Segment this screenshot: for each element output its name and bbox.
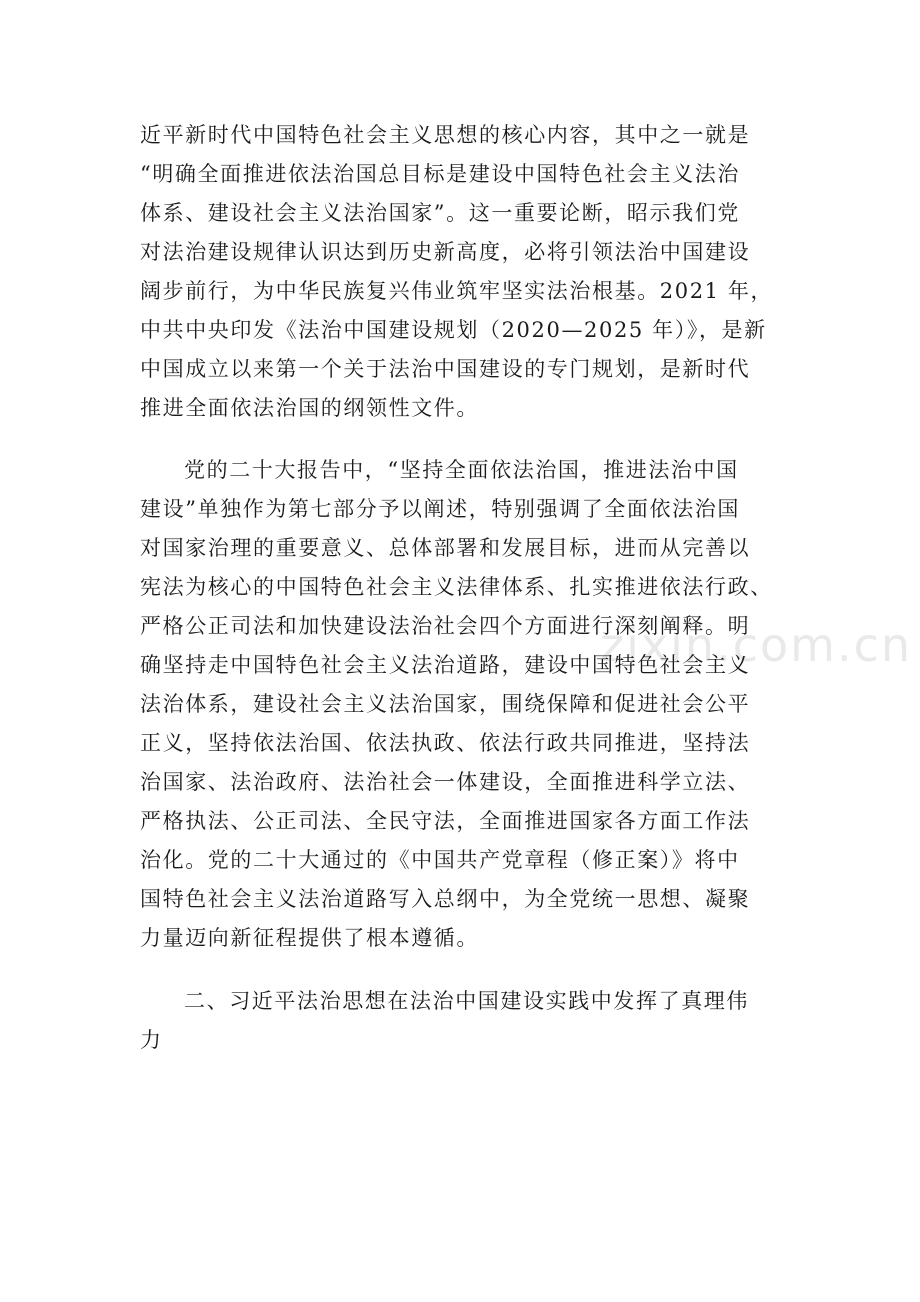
text-line: 力量迈向新征程提供了根本遵循。 [140, 926, 479, 950]
text-line: 中共中央印发《法治中国建设规划（2020—2025 年）》，是新 [140, 318, 767, 342]
document-body [140, 116, 785, 1060]
text-line: 确坚持走中国特色社会主义法治道路，建设中国特色社会主义 [140, 653, 751, 677]
watermark: zixin.com.cn [600, 618, 913, 672]
text-line: “明确全面推进依法治国总目标是建设中国特色社会主义法治 [140, 162, 740, 186]
text-line: 近平新时代中国特色社会主义思想的核心内容，其中之一就是 [140, 123, 751, 147]
text-line: 治国家、法治政府、法治社会一体建设，全面推进科学立法、 [140, 770, 751, 794]
text-line: 治化。党的二十大通过的《中国共产党章程（修正案）》将中 [140, 848, 740, 872]
text-line: 阔步前行，为中华民族复兴伟业筑牢坚实法治根基。2021 年， [140, 279, 774, 303]
text-line: 中国成立以来第一个关于法治中国建设的专门规划，是新时代 [140, 357, 751, 381]
section-heading [140, 982, 785, 1060]
paragraph-2 [140, 451, 785, 958]
text-line: 严格执法、公正司法、全民守法，全面推进国家各方面工作法 [140, 809, 751, 833]
text-line: 对国家治理的重要意义、总体部署和发展目标，进而从完善以 [140, 536, 751, 560]
text-line: 法治体系，建设社会主义法治国家，围绕保障和促进社会公平 [140, 692, 751, 716]
text-line: 建设”单独作为第七部分予以阐述，特别强调了全面依法治国 [140, 497, 740, 521]
heading-line: 二、习近平法治思想在法治中国建设实践中发挥了真理伟 [184, 989, 749, 1013]
text-line: 党的二十大报告中，“坚持全面依法治国，推进法治中国 [184, 458, 739, 482]
text-line: 体系、建设社会主义法治国家”。这一重要论断，昭示我们党 [140, 201, 740, 225]
heading-line: 力 [140, 1028, 163, 1052]
text-line: 严格公正司法和加快建设法治社会四个方面进行深刻阐释。明 [140, 614, 751, 638]
text-line: 对法治建设规律认识达到历史新高度，必将引领法治中国建设 [140, 240, 751, 264]
paragraph-1 [140, 116, 785, 428]
text-line: 推进全面依法治国的纲领性文件。 [140, 396, 479, 420]
text-line: 正义，坚持依法治国、依法执政、依法行政共同推进，坚持法 [140, 731, 751, 755]
text-line: 国特色社会主义法治道路写入总纲中，为全党统一思想、凝聚 [140, 887, 751, 911]
text-line: 宪法为核心的中国特色社会主义法律体系、扎实推进依法行政、 [140, 575, 773, 599]
